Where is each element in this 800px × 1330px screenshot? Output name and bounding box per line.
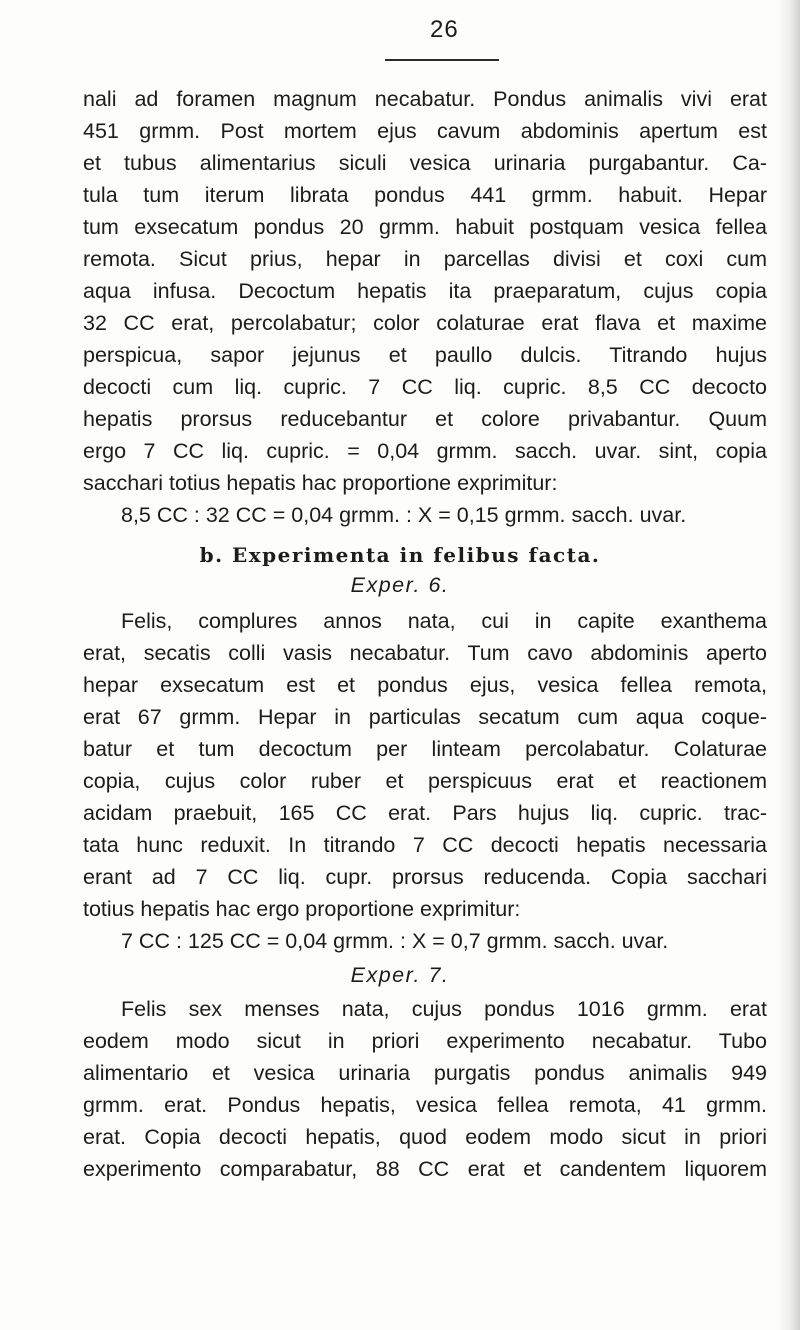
text-line: experimento comparabatur, 88 CC erat et candentem liquorem xyxy=(83,1157,767,1181)
text-line: tata hunc reduxit. In titrando 7 CC decocti hepatis necessaria xyxy=(83,833,767,857)
text-line: 451 grmm. Post mortem ejus cavum abdominis apertum est xyxy=(83,119,767,143)
text-line: batur et tum decoctum per linteam percolabatur. Colaturae xyxy=(83,737,767,761)
text-line: nali ad foramen magnum necabatur. Pondus animalis vivi erat xyxy=(83,87,767,111)
text-line: erant ad 7 CC liq. cupr. prorsus reducenda. Copia sacchari xyxy=(83,865,767,889)
text-line: erat. Copia decocti hepatis, quod eodem modo sicut in priori xyxy=(83,1125,767,1149)
text-line: 32 CC erat, percolabatur; color colaturae erat flava et maxime xyxy=(83,311,767,335)
experiment-title: Exper. 7. xyxy=(350,963,450,987)
page-edge-shadow xyxy=(778,0,800,1330)
formula-line: 7 CC : 125 CC = 0,04 grmm. : X = 0,7 grmm. sacch. uvar. xyxy=(121,929,669,953)
page-number: 26 xyxy=(430,16,459,43)
text-line: Felis, complures annos nata, cui in capite exanthema xyxy=(121,609,767,633)
text-line: alimentario et vesica urinaria purgatis pondus animalis 949 xyxy=(83,1061,767,1085)
text-line: tula tum iterum librata pondus 441 grmm. habuit. Hepar xyxy=(83,183,767,207)
text-line: hepatis prorsus reducebantur et colore privabantur. Quum xyxy=(83,407,767,431)
page-number-rule xyxy=(385,59,499,61)
text-line: eodem modo sicut in priori experimento necabatur. Tubo xyxy=(83,1029,767,1053)
formula-line: 8,5 CC : 32 CC = 0,04 grmm. : X = 0,15 grmm. sacch. uvar. xyxy=(121,503,687,527)
text-line: grmm. erat. Pondus hepatis, vesica fellea remota, 41 grmm. xyxy=(83,1093,767,1117)
text-line: tum exsecatum pondus 20 grmm. habuit postquam vesica fellea xyxy=(83,215,767,239)
text-line: hepar exsecatum est et pondus ejus, vesica fellea remota, xyxy=(83,673,767,697)
text-line: Felis sex menses nata, cujus pondus 1016 grmm. erat xyxy=(121,997,767,1021)
text-line: erat, secatis colli vasis necabatur. Tum cavo abdominis aperto xyxy=(83,641,767,665)
text-line: totius hepatis hac ergo proportione exprimitur: xyxy=(83,897,521,921)
text-line: aqua infusa. Decoctum hepatis ita praeparatum, cujus copia xyxy=(83,279,767,303)
text-line: decocti cum liq. cupric. 7 CC liq. cupric. 8,5 CC decocto xyxy=(83,375,767,399)
text-line: et tubus alimentarius siculi vesica urinaria purgabantur. Ca- xyxy=(83,151,767,175)
text-line: ergo 7 CC liq. cupric. = 0,04 grmm. sacch. uvar. sint, copia xyxy=(83,439,767,463)
experiment-title: Exper. 6. xyxy=(350,573,450,597)
text-line: copia, cujus color ruber et perspicuus erat et reactionem xyxy=(83,769,767,793)
section-heading: b. Experimenta in felibus facta. xyxy=(199,543,601,567)
text-line: sacchari totius hepatis hac proportione exprimitur: xyxy=(83,471,558,495)
text-line: remota. Sicut prius, hepar in parcellas divisi et coxi cum xyxy=(83,247,767,271)
text-line: acidam praebuit, 165 CC erat. Pars hujus liq. cupric. trac- xyxy=(83,801,767,825)
text-line: erat 67 grmm. Hepar in particulas secatum cum aqua coque- xyxy=(83,705,767,729)
text-line: perspicua, sapor jejunus et paullo dulcis. Titrando hujus xyxy=(83,343,767,367)
